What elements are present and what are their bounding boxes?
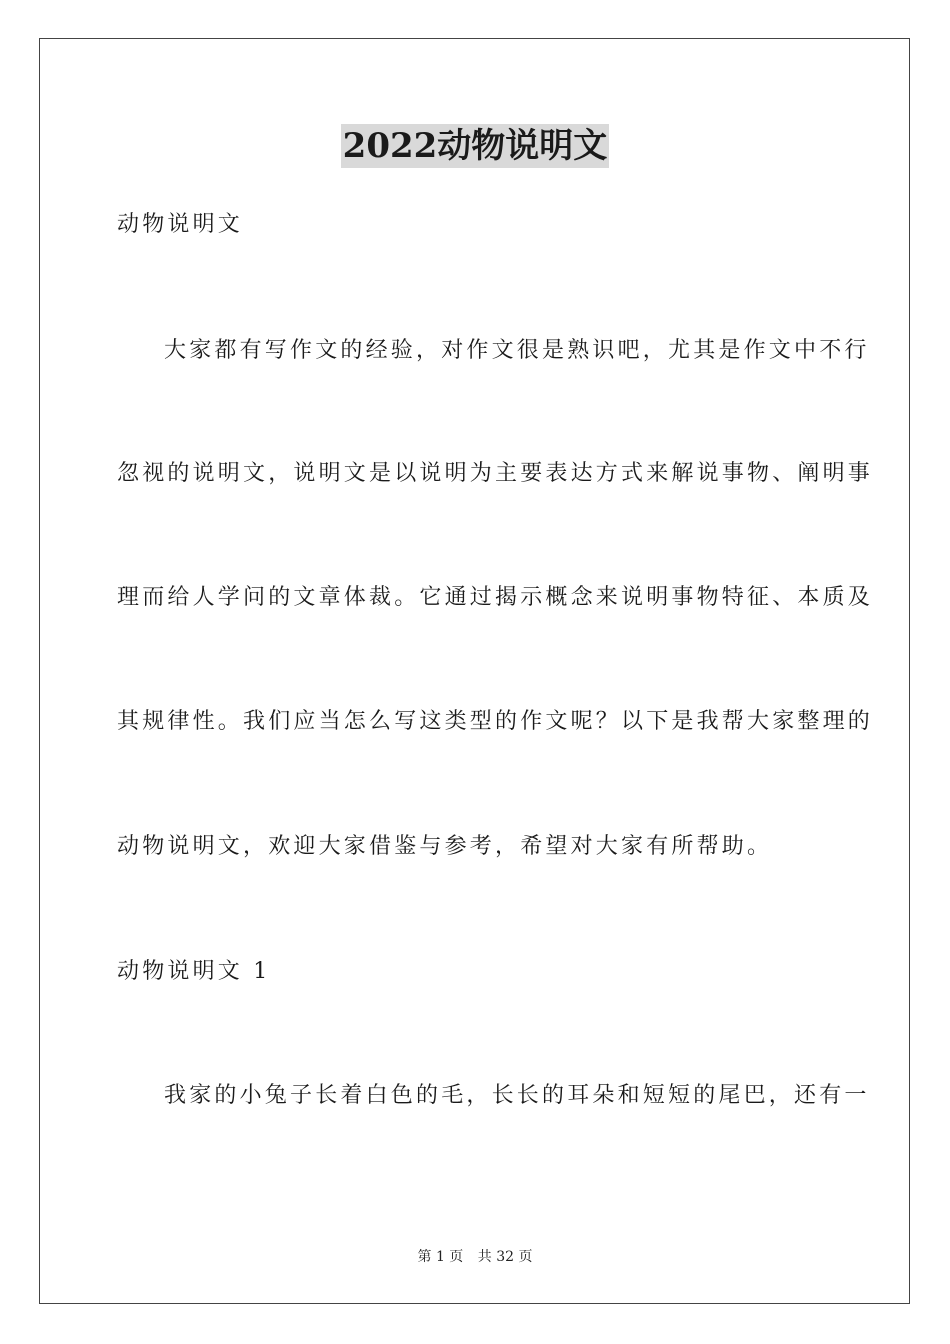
intro-line-1: 大家都有写作文的经验，对作文很是熟识吧，尤其是作文中不行	[164, 338, 870, 363]
title-wrapper	[0, 124, 950, 168]
page-number: 第 1 页	[417, 1249, 464, 1265]
section-heading: 动物说明文 1	[117, 959, 271, 984]
intro-line-2: 忽视的说明文，说明文是以说明为主要表达方式来解说事物、阐明事	[117, 461, 874, 486]
intro-line-4: 其规律性。我们应当怎么写这类型的作文呢？以下是我帮大家整理的	[117, 709, 874, 734]
document-subtitle: 动物说明文	[117, 212, 244, 237]
intro-line-3: 理而给人学问的文章体裁。它通过揭示概念来说明事物特征、本质及	[117, 585, 874, 610]
intro-line-5: 动物说明文，欢迎大家借鉴与参考，希望对大家有所帮助。	[117, 834, 773, 859]
document-title: 2022动物说明文	[342, 126, 608, 166]
page-footer	[0, 1247, 950, 1267]
page-total: 共 32 页	[477, 1249, 533, 1265]
section-line-1: 我家的小兔子长着白色的毛，长长的耳朵和短短的尾巴，还有一	[164, 1083, 870, 1108]
